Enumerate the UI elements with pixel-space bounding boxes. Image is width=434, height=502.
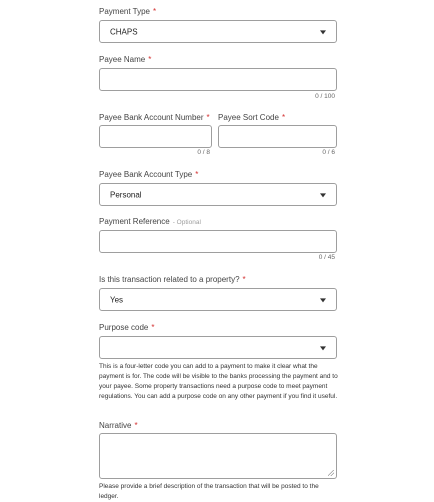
payment-reference-counter: 0 / 45 bbox=[318, 254, 335, 261]
purpose-code-help: This is a four-letter code you can add to a payment to make it clear what the payment is for. The code will be visible to the banks processing the payment and to your payee. Some property transactions need a purpose code to meet payment regulations. You can add a purpose code on any other payment if you find it useful. bbox=[99, 363, 338, 400]
payee-name-input[interactable] bbox=[99, 68, 337, 91]
purpose-code-label: Purpose code * bbox=[99, 323, 155, 332]
sort-code-counter: 0 / 6 bbox=[322, 149, 335, 156]
purpose-code-select[interactable] bbox=[99, 336, 337, 359]
caret-down-icon bbox=[320, 346, 326, 350]
payee-name-counter: 0 / 100 bbox=[315, 93, 335, 100]
narrative-label: Narrative * bbox=[99, 421, 138, 430]
payment-type-value: CHAPS bbox=[110, 27, 138, 36]
property-question-value: Yes bbox=[110, 295, 124, 304]
account-number-counter: 0 / 8 bbox=[197, 149, 210, 156]
payment-reference-label: Payment Reference - Optional bbox=[99, 217, 201, 226]
account-number-label: Payee Bank Account Number * bbox=[99, 113, 210, 122]
narrative-help: Please provide a brief description of the transaction that will be posted to the ledger. bbox=[99, 483, 319, 500]
sort-code-input[interactable] bbox=[218, 125, 337, 148]
account-type-label: Payee Bank Account Type * bbox=[99, 170, 199, 179]
account-type-value: Personal bbox=[110, 190, 142, 199]
payee-name-label: Payee Name * bbox=[99, 55, 152, 64]
property-question-label: Is this transaction related to a property? * bbox=[99, 275, 246, 284]
account-number-input[interactable] bbox=[99, 125, 212, 148]
account-type-select[interactable] bbox=[99, 183, 337, 206]
resize-handle-icon[interactable] bbox=[328, 470, 334, 476]
caret-down-icon bbox=[320, 30, 326, 34]
payment-type-label: Payment Type * bbox=[99, 7, 157, 16]
narrative-textarea[interactable] bbox=[99, 433, 337, 479]
payment-reference-input[interactable] bbox=[99, 230, 337, 253]
caret-down-icon bbox=[320, 298, 326, 302]
payment-type-select[interactable] bbox=[99, 20, 337, 43]
sort-code-label: Payee Sort Code * bbox=[218, 113, 286, 122]
property-question-select[interactable] bbox=[99, 288, 337, 311]
caret-down-icon bbox=[320, 193, 326, 197]
